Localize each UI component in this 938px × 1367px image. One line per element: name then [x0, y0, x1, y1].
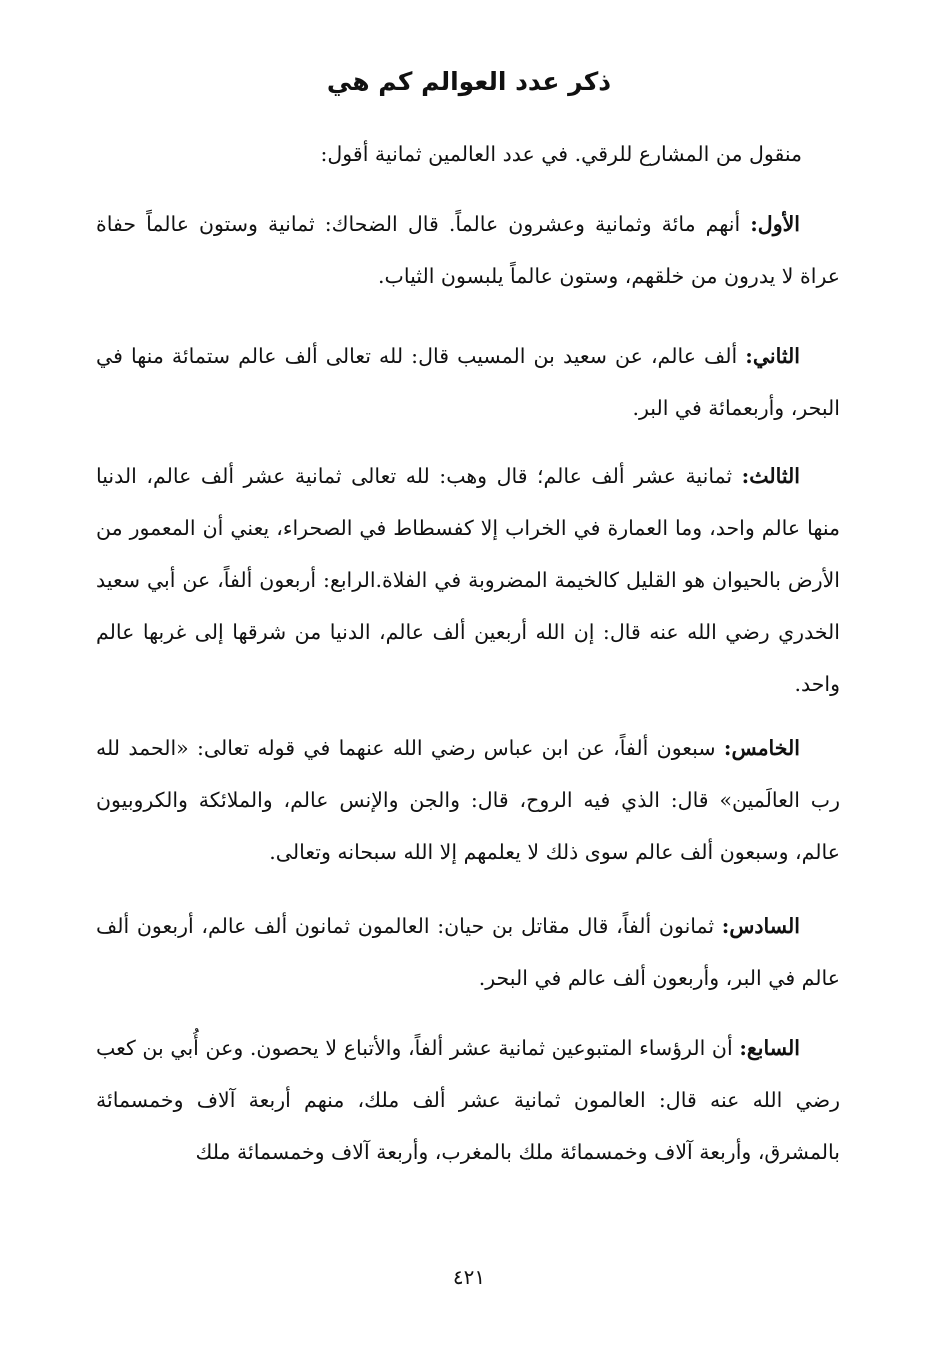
paragraph-text: ثمانون ألفاً، قال مقاتل بن حيان: العالمون ثمانون ألف عالم، أربعون ألف عالم في البر، وأربعون ألف عالم في البحر.: [96, 914, 840, 990]
paragraph-seventh: [96, 1022, 840, 1178]
paragraph-text: سبعون ألفاً، عن ابن عباس رضي الله عنهما في قوله تعالى: «الحمد لله رب العالَمين» قال: الذي فيه الروح، قال: والجن والإنس عالم، والملائكة والكروبيون عالم، وسبعون ألف عالم سوى ذلك لا يعلمهم إلا الله سبحانه وتعالى.: [96, 736, 840, 864]
paragraph-text: ألف عالم، عن سعيد بن المسيب قال: لله تعالى ألف عالم ستمائة منها في البحر، وأربعمائة في البر.: [96, 344, 840, 420]
paragraph-lead: الثاني:: [745, 344, 800, 368]
page-number: ٤٢١: [452, 1265, 486, 1289]
paragraph-fifth: [96, 722, 840, 878]
paragraph-lead: الثالث:: [741, 464, 800, 488]
page-title: ذكر عدد العوالم كم هي: [326, 67, 612, 96]
intro-paragraph: منقول من المشارع للرقي. في عدد العالمين ثمانية أقول:: [320, 142, 802, 166]
paragraph-indent: [800, 736, 840, 760]
paragraph-text: ثمانية عشر ألف عالم؛ قال وهب: لله تعالى ثمانية عشر ألف عالم، الدنيا منها عالم واحد، وما العمارة في الخراب إلا كفسطاط في الصحراء، يعني أن المعمور من الأرض بالحيوان هو القليل كالخيمة المضروبة في الفلاة.الرابع: أربعون ألفاً، عن أبي سعيد الخدري رضي الله عنه قال: إن الله أربعين ألف عالم، الدنيا من شرقها إلى غربها عالم واحد.: [96, 464, 840, 696]
paragraph-indent: [800, 1036, 840, 1060]
paragraph-first: [96, 198, 840, 302]
paragraph-sixth: [96, 900, 840, 1004]
paragraph-text: أنهم مائة وثمانية وعشرون عالماً. قال الضحاك: ثمانية وستون عالماً حفاة عراة لا يدرون من خلقهم، وستون عالماً يلبسون الثياب.: [96, 212, 840, 288]
paragraph-lead: السادس:: [721, 914, 800, 938]
paragraph-indent: [800, 464, 840, 488]
paragraph-indent: [800, 344, 840, 368]
paragraph-indent: [800, 914, 840, 938]
paragraph-lead: الأول:: [750, 212, 800, 236]
paragraph-text: أن الرؤساء المتبوعين ثمانية عشر ألفاً، والأتباع لا يحصون. وعن أُبي بن كعب رضي الله عنه قال: العالمون ثمانية عشر ألف ملك، منهم أربعة آلاف وخمسمائة بالمشرق، وأربعة آلاف وخمسمائة ملك بالمغرب، وأربعة آلاف وخمسمائة ملك: [96, 1036, 840, 1164]
paragraph-second: [96, 330, 840, 434]
paragraph-indent: [800, 212, 840, 236]
paragraph-lead: السابع:: [739, 1036, 800, 1060]
paragraph-lead: الخامس:: [723, 736, 800, 760]
paragraph-third: [96, 450, 840, 710]
